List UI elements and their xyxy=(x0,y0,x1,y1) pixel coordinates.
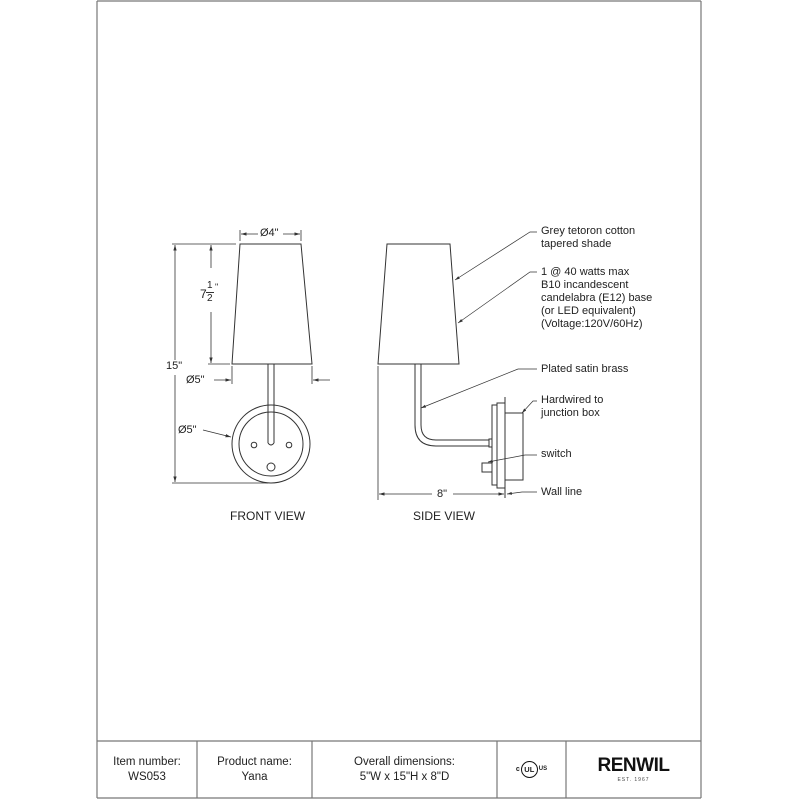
dim-shade-height-unit: " xyxy=(215,282,219,292)
callout-bulb: 1 @ 40 watts max B10 incandescent candelabra (E12) base (or LED equivalent) (Voltage:120V/60Hz) xyxy=(541,266,653,330)
callout-shade: Grey tetoron cotton tapered shade xyxy=(541,225,636,250)
side-dimensions xyxy=(378,366,504,500)
brand-tagline: EST. 1967 xyxy=(617,776,650,783)
dim-backplate-diameter: Ø5" xyxy=(178,424,197,436)
callout-hardwired: Hardwired to junction box xyxy=(541,394,604,419)
callout-finish: Plated satin brass xyxy=(541,363,629,375)
dim-shade-height-numerator: 1 xyxy=(207,280,213,291)
callout-leaders xyxy=(421,232,537,494)
item-number-value: WS053 xyxy=(128,770,166,783)
product-name-value: Yana xyxy=(241,770,268,783)
cul-us-listed-icon: c UL US xyxy=(516,761,547,778)
dim-shade-height-denominator: 2 xyxy=(207,293,213,304)
title-block-product-name xyxy=(197,741,312,798)
dim-depth: 8" xyxy=(437,488,448,500)
sheet-frame xyxy=(97,1,701,798)
title-block-brand xyxy=(566,741,701,798)
side-view-title: SIDE VIEW xyxy=(413,509,476,523)
front-view-title: FRONT VIEW xyxy=(230,509,306,523)
callout-switch: switch xyxy=(541,448,572,460)
front-view-drawing xyxy=(232,244,312,483)
title-block-certification xyxy=(497,741,566,798)
side-view-drawing xyxy=(378,244,523,498)
dim-shade-top-diameter: Ø4" xyxy=(260,227,279,239)
brand-logo: RENWIL xyxy=(597,754,670,776)
item-number-label: Item number: xyxy=(113,755,181,768)
overall-dimensions-value: 5"W x 15"H x 8"D xyxy=(359,770,450,783)
dim-shade-bottom-diameter: Ø5" xyxy=(186,374,205,386)
title-block-overall-dimensions xyxy=(312,741,497,798)
product-name-label: Product name: xyxy=(217,755,292,768)
overall-dimensions-label: Overall dimensions: xyxy=(354,755,455,768)
callout-wall-line: Wall line xyxy=(541,486,583,498)
dim-overall-height: 15" xyxy=(166,360,183,372)
dim-shade-height-whole: 7 xyxy=(200,287,207,301)
title-block-item-number xyxy=(97,741,197,798)
